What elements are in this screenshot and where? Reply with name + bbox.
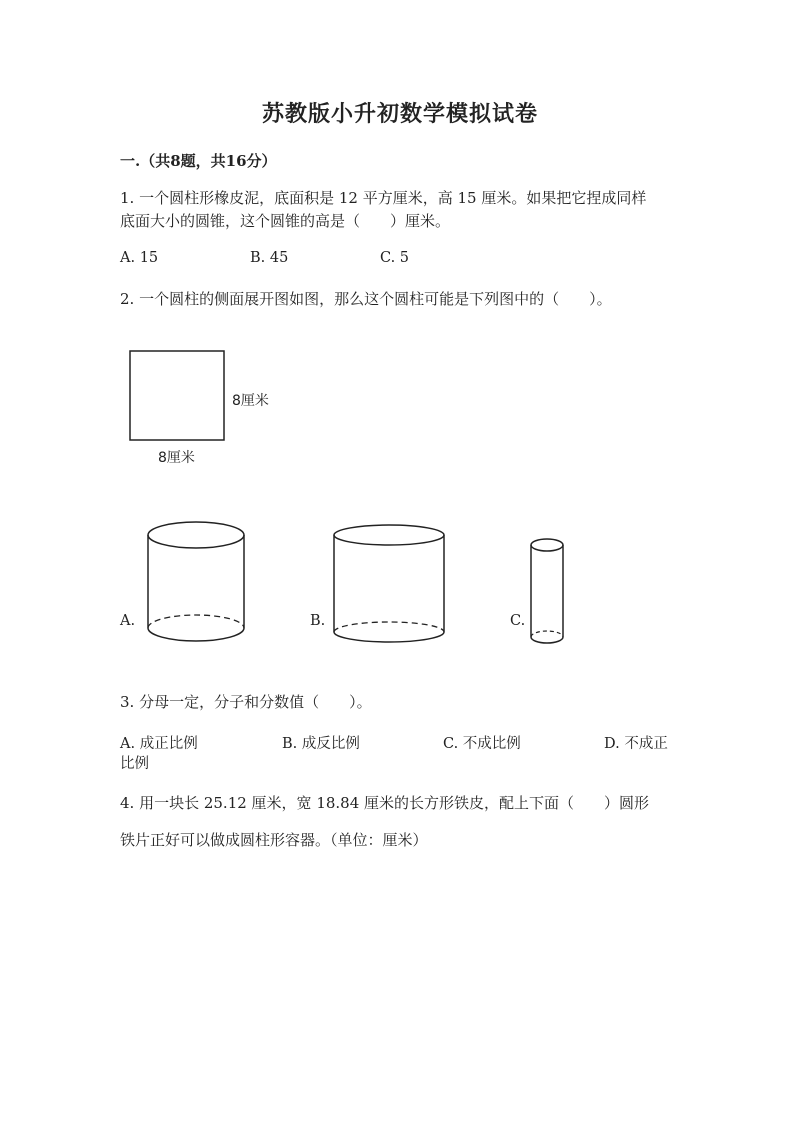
unfolded-square: [130, 351, 224, 440]
q3-option-a: A. 成正比例: [120, 736, 198, 752]
q3-text: 3. 分母一定，分子和分数值（ ）。: [120, 693, 372, 711]
q1-option-c: C. 5: [380, 250, 410, 266]
page-title: 苏教版小升初数学模拟试卷: [261, 101, 538, 127]
q3-option-b: B. 成反比例: [282, 736, 360, 752]
q4-text-line2: 铁片正好可以做成圆柱形容器。（单位：厘米）: [120, 831, 428, 849]
cylinder-b: [334, 525, 444, 642]
q1-option-b: B. 45: [250, 250, 289, 266]
q3-option-d-wrap: 比例: [120, 756, 149, 772]
q3-option-d: D. 不成正: [604, 736, 668, 752]
cylinder-a: [148, 522, 244, 641]
q2-option-c: C.: [510, 613, 526, 629]
square-right-label: 8厘米: [232, 393, 269, 409]
q3-option-c: C. 不成比例: [443, 736, 521, 752]
square-bottom-label: 8厘米: [158, 450, 195, 466]
q1-text-line2: 底面大小的圆锥，这个圆锥的高是（ ）厘米。: [120, 212, 451, 230]
cylinder-c: [531, 539, 563, 643]
q1-text-line1: 1. 一个圆柱形橡皮泥，底面积是 12 平方厘米，高 15 厘米。如果把它捏成同样: [120, 189, 647, 207]
q2-text: 2. 一个圆柱的侧面展开图如图，那么这个圆柱可能是下列图中的（ ）。: [120, 290, 612, 308]
q4-text-line1: 4. 用一块长 25.12 厘米，宽 18.84 厘米的长方形铁皮，配上下面（ ）圆形: [120, 794, 650, 812]
section-heading: 一.（共8题，共16分）: [120, 152, 277, 170]
q1-option-a: A. 15: [120, 250, 159, 266]
q2-option-b: B.: [310, 613, 326, 629]
q2-option-a: A.: [120, 613, 136, 629]
